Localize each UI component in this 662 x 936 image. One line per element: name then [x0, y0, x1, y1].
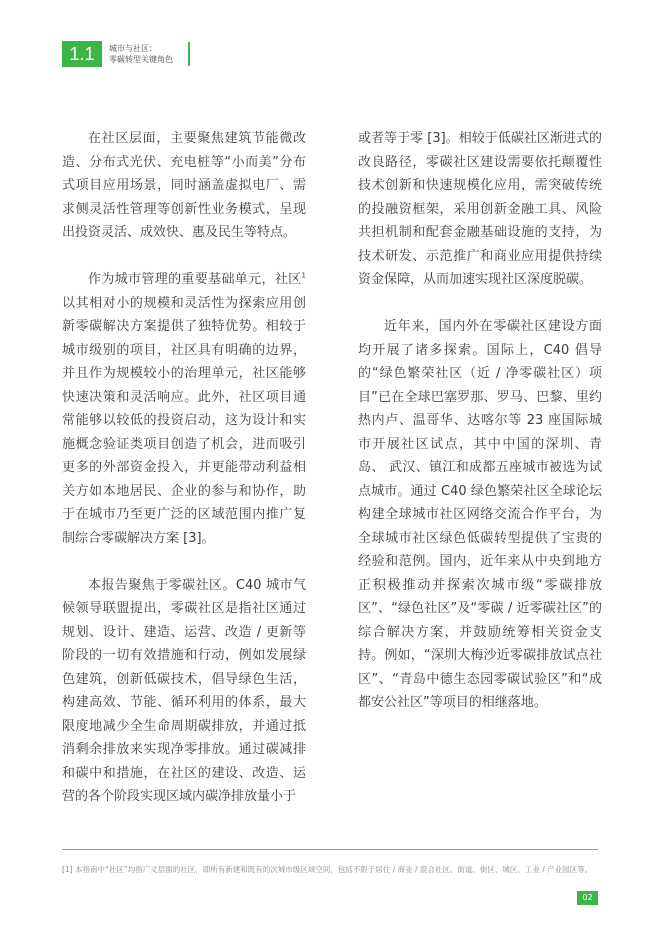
page-number: 02 — [577, 891, 598, 905]
paragraph-text: 作为城市管理的重要基础单元，社区 — [88, 272, 302, 287]
paragraph-continued: 或者等于零 [3]。相较于低碳社区渐进式的改良路径，零碳社区建设需要依托颠覆性技术创新和快速规模化应用，需突破传统的投融资框架，采用创新金融工具、风险共担机制和配套金融基础设施的支持，为技术研发、示范推广和商业应用提供持续资金保障，从而加速实现社区深度脱碳。 — [358, 131, 602, 287]
paragraph-text: 以其相对小的规模和灵活性为探索应用创新零碳解决方案提供了独特优势。相较于城市级别的项目，社区具有明确的边界，并且作为规模较小的治理单元，社区能够快速决策和灵活响应。此外，社区项目通常能够以较低的投资启动，这为设计和实施概念验证类项目创造了机会，进而吸引更多的外部资金投入，并更能带动利益相关方如本地居民、企业的参与和协作，助于在城市乃至更广泛的区域范围内推广复制综合零碳解决方案 [3]。 — [62, 295, 306, 546]
section-title-line2: 零碳转型关键角色 — [109, 55, 173, 64]
section-title — [109, 43, 259, 65]
footnote-marker: 1 — [301, 271, 306, 280]
paragraph: 本报告聚焦于零碳社区。C40 城市气候领导联盟提出，零碳社区是指社区通过规划、设计、建造、运营、改造 / 更新等阶段的一切有效措施和行动，例如发展绿色建筑，创新低碳技术，倡导绿色生活，构建高效、节能、循环利用的体系，最大限度地减少全生命周期碳排放，并通过抵消剩余排放来实现净零排放。通过碳减排和碳中和措施，在社区的建设、改造、运营的各个阶段实现区域内碳净排放量小于 — [62, 577, 306, 804]
footnote: [1] 本指南中“社区”均指广义层面的社区，即所有新建和既有的次城市级区域空间，包括不限于居住 / 商业 / 混合社区、街道、街区、城区、工业 / 产业园区等。 — [62, 865, 593, 874]
paragraph: 近年来，国内外在零碳社区建设方面均开展了诸多探索。国际上，C40 倡导的“绿色繁荣社区（近 / 净零碳社区）项目”已在全球巴塞罗那、罗马、巴黎、里约热内卢、温哥华、达喀尔等 23 座国际城市开展社区试点，其中中国的深圳、青岛、 武汉、镇江和成都五座城市被选为试点城市。通过 C40 绿色繁荣社区全球论坛构建全球城市社区网络交流合作平台，为全球城市社区绿色低碳转型提供了宝贵的经验和范例。国内，近年来从中央到地方正积极推动并探索次城市级“零碳排放区”、“绿色社区”及“零碳 / 近零碳社区”的综合解决方案，并鼓励统筹相关资金支持。例如，“深圳大梅沙近零碳排放试点社区”、“青岛中德生态园零碳试验区”和“成都安公社区”等项目的相继落地。 — [358, 319, 602, 710]
footnote-divider — [62, 849, 598, 850]
section-number-badge: 1.1 — [62, 41, 102, 67]
paragraph: 在社区层面，主要聚焦建筑节能微改造、分布式光伏、充电桩等“小而美”分布式项目应用场景，同时涵盖虚拟电厂、需求侧灵活性管理等创新性业务模式，呈现出投资灵活、成效快、惠及民生等特点。 — [62, 131, 306, 240]
left-column — [62, 127, 306, 832]
header-accent-bar — [188, 42, 190, 66]
section-title-line1: 城市与社区： — [109, 44, 157, 53]
paragraph — [62, 268, 306, 550]
right-column — [358, 127, 602, 738]
